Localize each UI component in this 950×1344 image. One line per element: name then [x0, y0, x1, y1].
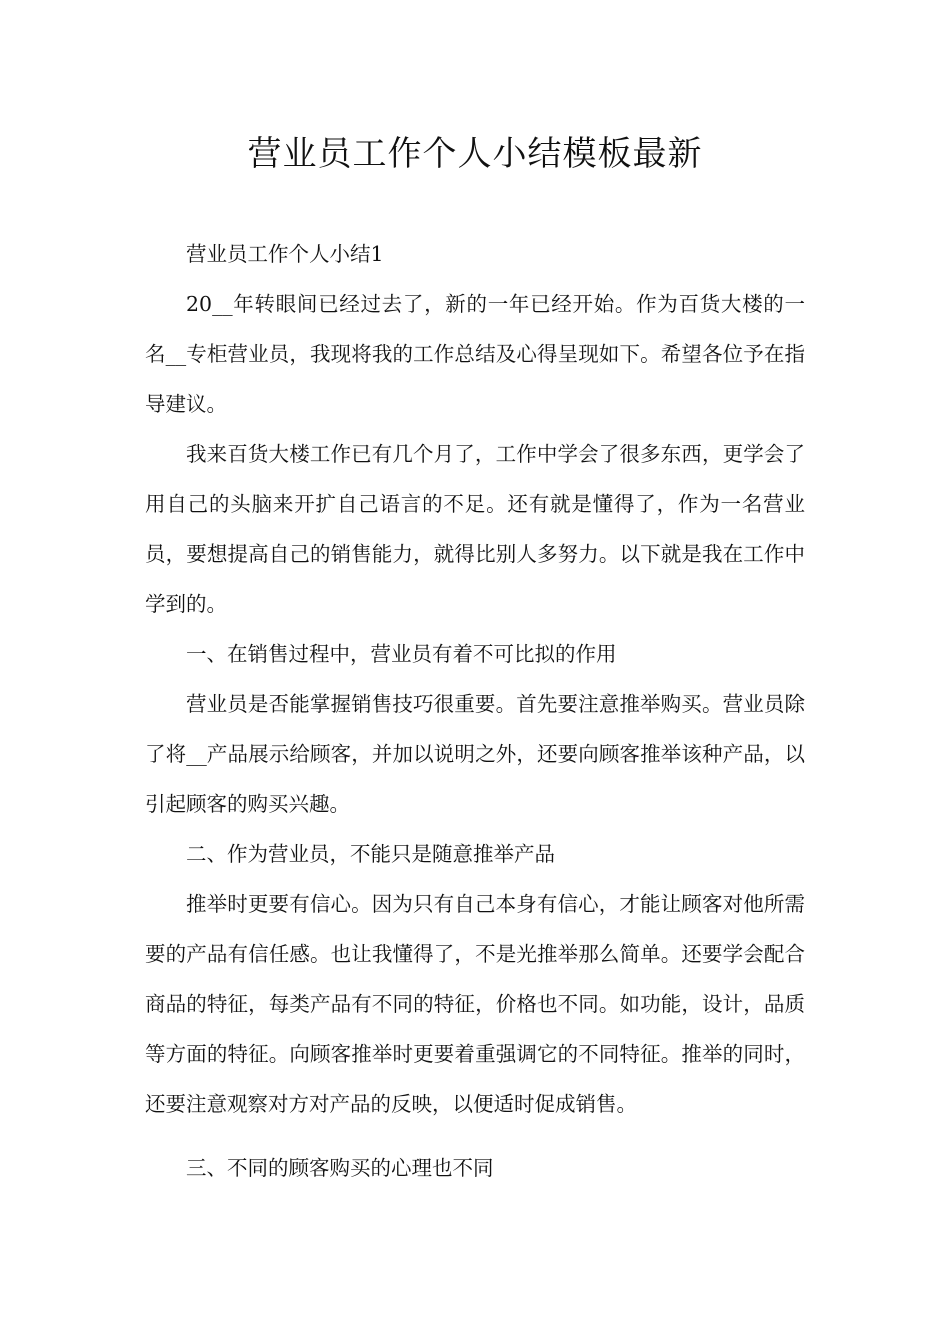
paragraph-experience: 我来百货大楼工作已有几个月了，工作中学会了很多东西，更学会了用自己的头脑来开扩自己语言的不足。还有就是懂得了，作为一名营业员，要想提高自己的销售能力，就得比别人多努力。以下就是我在工作中学到的。	[145, 442, 805, 616]
point-heading-1: 一、在销售过程中，营业员有着不可比拟的作用	[186, 642, 617, 666]
paragraph-point-2: 推举时更要有信心。因为只有自己本身有信心，才能让顾客对他所需要的产品有信任感。也让我懂得了，不是光推举那么简单。还要学会配合商品的特征，每类产品有不同的特征，价格也不同。如功能，设计，品质等方面的特征。向顾客推举时更要着重强调它的不同特征。推举的同时，还要注意观察对方对产品的反映，以便适时促成销售。	[145, 892, 805, 1116]
paragraph-intro: 20__年转眼间已经过去了，新的一年已经开始。作为百货大楼的一名__专柜营业员，我现将我的工作总结及心得呈现如下。希望各位予在指导建议。	[145, 292, 805, 416]
point-heading-3: 三、不同的顾客购买的心理也不同	[186, 1156, 494, 1180]
point-heading-2: 二、作为营业员，不能只是随意推举产品	[186, 842, 555, 866]
document-title: 营业员工作个人小结模板最新	[247, 134, 703, 174]
section-heading-1: 营业员工作个人小结1	[186, 242, 384, 266]
document-body	[145, 229, 805, 1193]
paragraph-point-1: 营业员是否能掌握销售技巧很重要。首先要注意推举购买。营业员除了将__产品展示给顾客，并加以说明之外，还要向顾客推举该种产品，以引起顾客的购买兴趣。	[145, 692, 805, 816]
